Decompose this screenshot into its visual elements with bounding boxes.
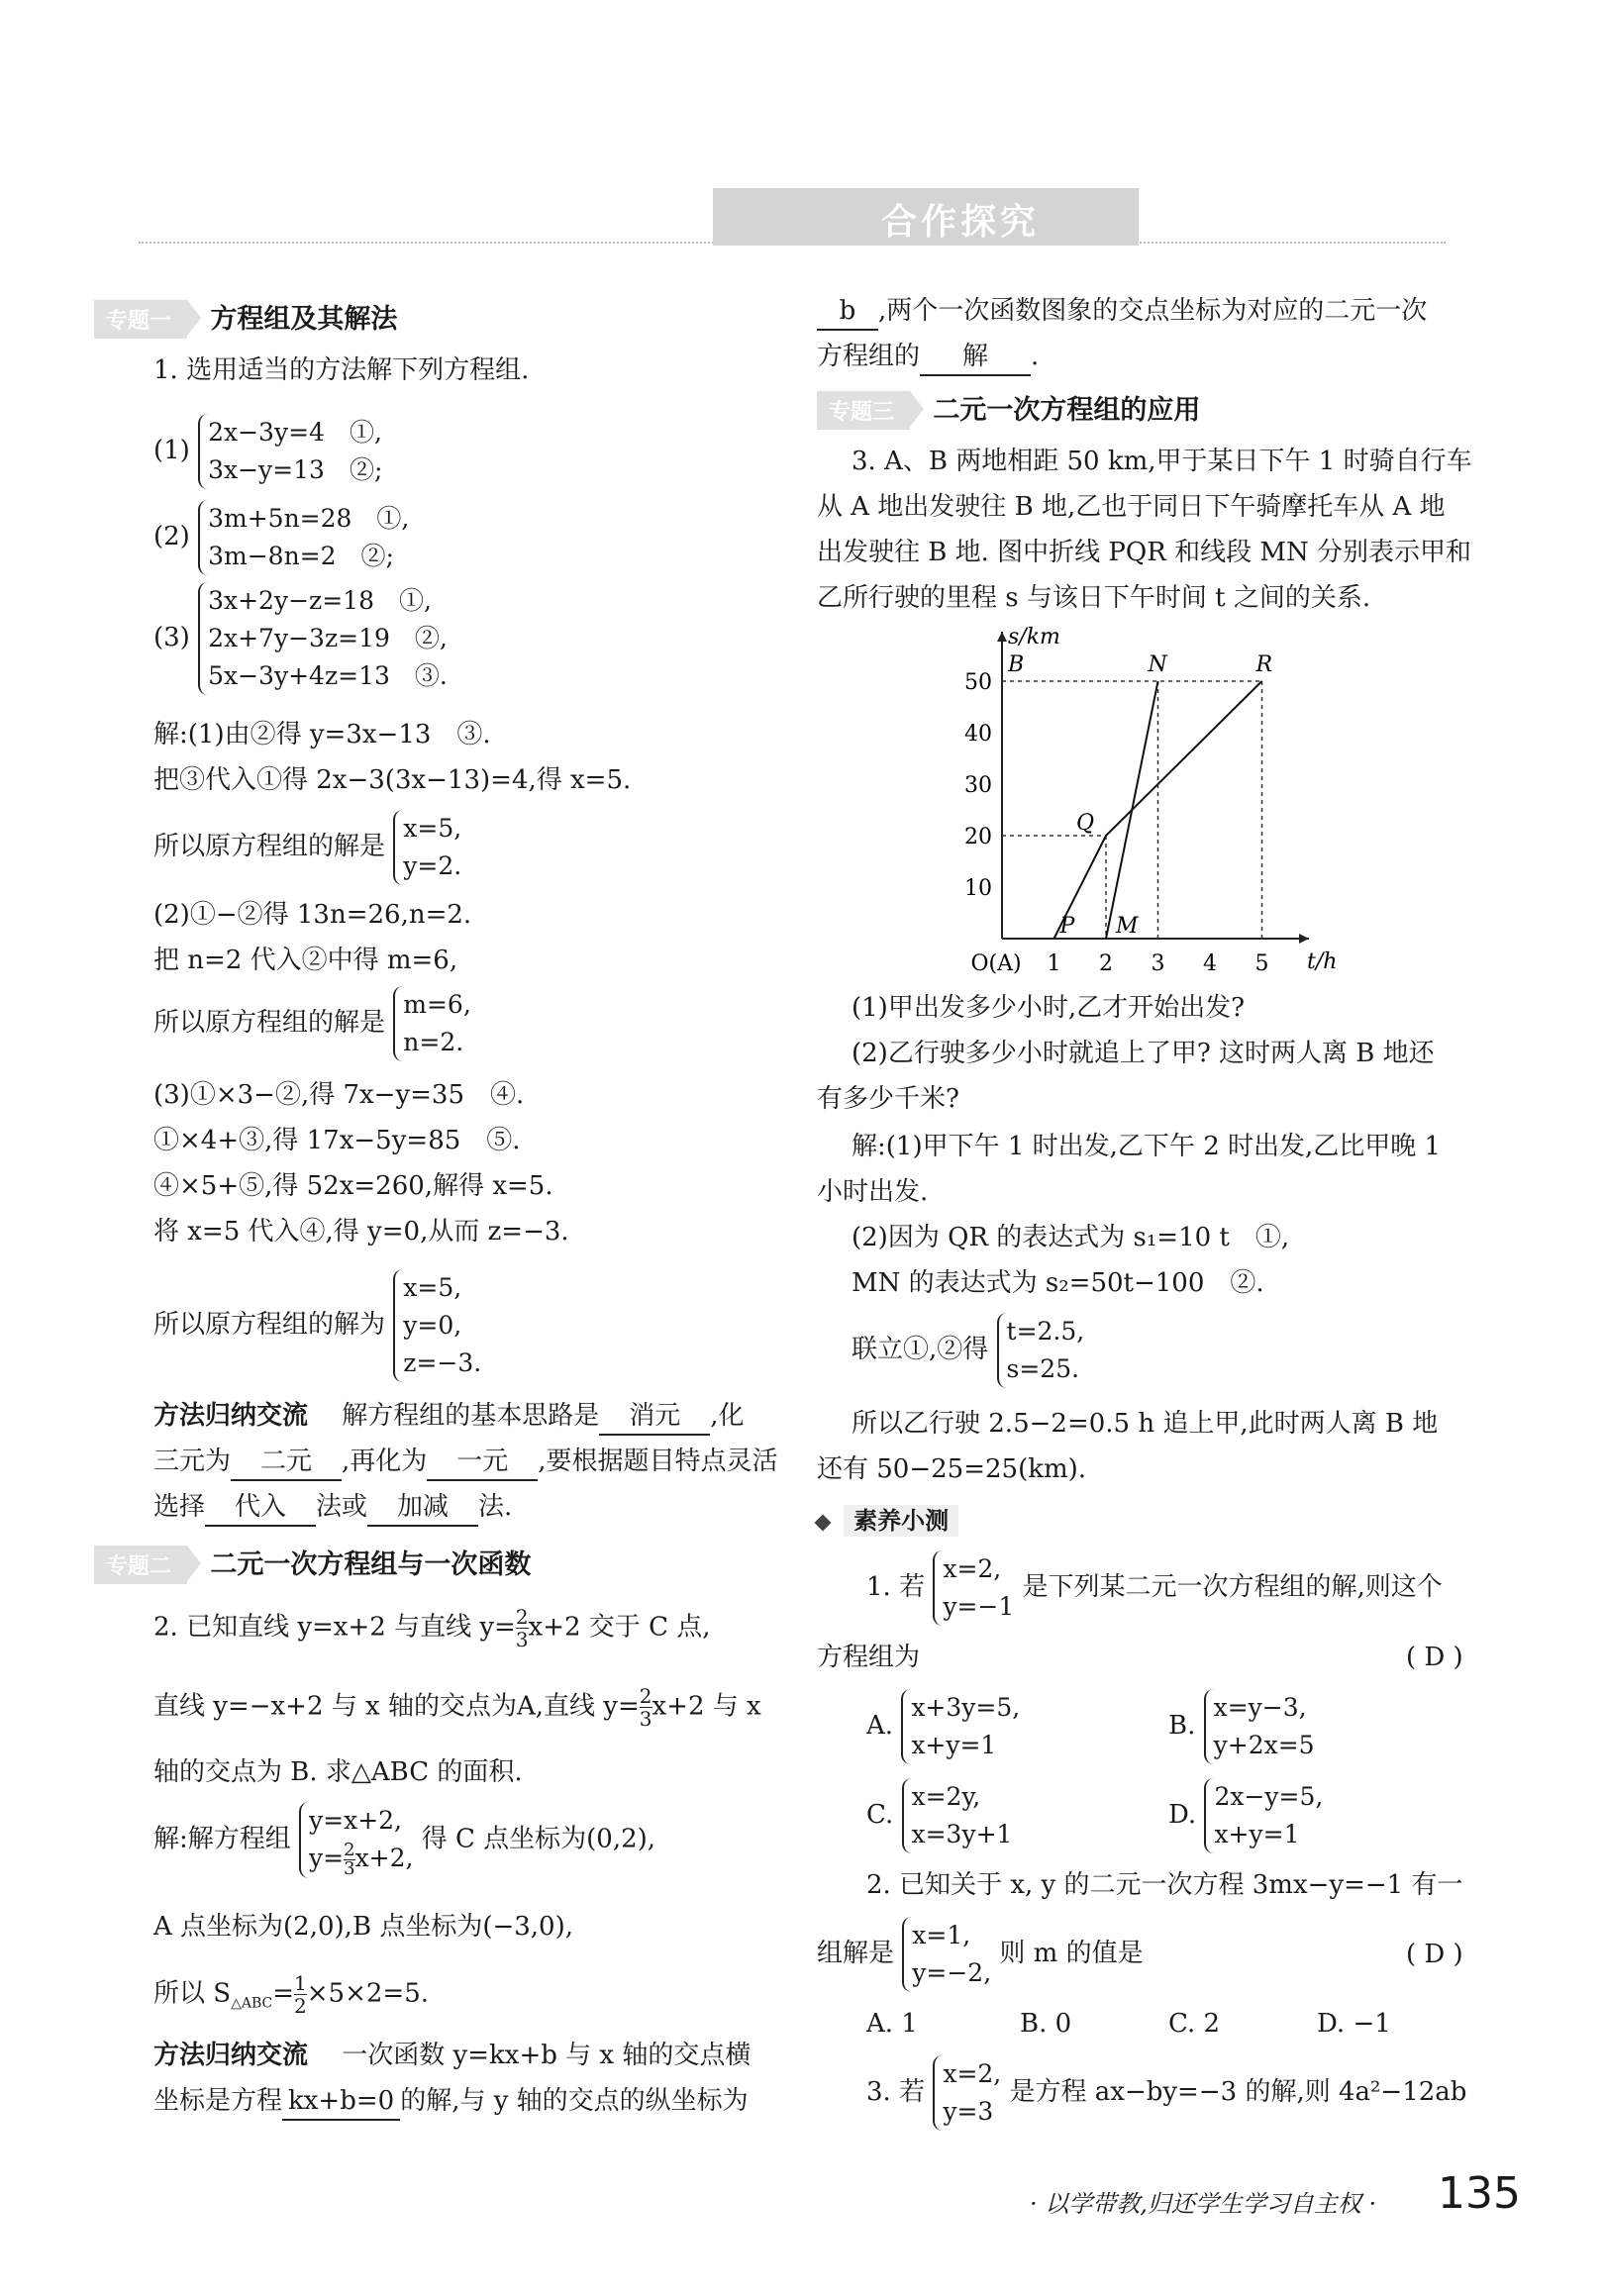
option-c: [866, 1778, 1012, 1853]
system-1-brace: [198, 414, 382, 489]
y-tick-label: 30: [964, 773, 992, 798]
eq-line: x=3y+1: [911, 1820, 1013, 1848]
q-text: 是下列某二元一次方程组的解,则这个: [1022, 1572, 1443, 1602]
point-label: Q: [1076, 811, 1095, 836]
topic1-title: 方程组及其解法: [210, 304, 398, 335]
q3-final: 所以乙行驶 2.5−2=0.5 h 追上甲,此时两人离 B 地: [852, 1409, 1439, 1439]
q2-line-1: [153, 1606, 711, 1650]
eq-line: y=0,: [403, 1311, 462, 1340]
q3-para: 乙所行驶的里程 s 与该日下午时间 t 之间的关系.: [817, 583, 1371, 613]
q2-option: B. 0: [1020, 2009, 1072, 2039]
option-b: [1168, 1689, 1315, 1764]
result-brace: [393, 1269, 481, 1382]
eq-line: x=y−3,: [1213, 1693, 1307, 1722]
option-label: A.: [866, 1711, 894, 1741]
q-brace: [933, 2055, 1001, 2131]
answer-blank: kx+b=0: [282, 2083, 400, 2121]
quiz-q1: [866, 1550, 1443, 1626]
result-1: [153, 810, 461, 885]
option-brace: [902, 1778, 1013, 1853]
quiz-q1b: 方程组为: [817, 1643, 921, 1672]
eq-line: y=−2,: [912, 1958, 992, 1987]
q-text: 是方程 ax−by=−3 的解,则 4a²−12ab: [1009, 2077, 1467, 2107]
topic1-header: [94, 297, 397, 339]
topic2-tag: 专题二: [94, 1546, 187, 1584]
eq-line: t=2.5,: [1006, 1317, 1085, 1346]
fraction-num: 1: [294, 1971, 307, 1995]
fraction-den: 3: [344, 1858, 355, 1879]
solution-line: ①×4+③,得 17x−5y=85 ⑤.: [153, 1126, 521, 1155]
system-1: [153, 414, 382, 489]
answer-blank: 一元: [427, 1444, 538, 1481]
q2-option: C. 2: [1168, 2009, 1221, 2039]
eq-line: y=x+2,: [309, 1806, 403, 1835]
method-text: 一次函数 y=kx+b 与 x 轴的交点横: [342, 2041, 752, 2070]
eq-line: m=6,: [403, 990, 471, 1019]
method-summary-1c: [153, 1489, 512, 1527]
banner-title: 合作探究: [881, 202, 1041, 243]
system-3: [153, 582, 448, 695]
sol-text: ×5×2=5.: [306, 1978, 429, 2009]
x-axis-arrow: [1299, 934, 1309, 944]
fraction-num: 2: [515, 1605, 529, 1629]
q-text: 组解是: [817, 1939, 895, 1968]
eq-line: 2x−y=5,: [1214, 1782, 1324, 1811]
option-d: [1168, 1778, 1323, 1853]
sol-text: =: [272, 1978, 295, 2009]
quiz-q2b: [817, 1917, 1144, 1992]
result-prefix: 所以原方程组的解是: [153, 1008, 386, 1038]
solution-line: (2)①−②得 13n=26,n=2.: [153, 900, 472, 930]
fraction-den: 3: [639, 1707, 652, 1731]
quiz-title: 素养小测: [844, 1505, 958, 1537]
result-brace: [393, 986, 471, 1061]
eq-line: 2x+7y−3z=19 ②,: [208, 624, 448, 652]
eq-line: x=1,: [912, 1921, 971, 1949]
footer-motto: · 以学带教,归还学生学习自主权 ·: [1030, 2190, 1377, 2218]
eq-line: x=5,: [403, 814, 462, 843]
point-label: B: [1008, 652, 1025, 677]
q2-option: D. −1: [1317, 2009, 1391, 2039]
eq-line: y=−1: [943, 1592, 1015, 1621]
eq-line: 3x+2y−z=18 ①,: [208, 586, 432, 615]
x-axis-label: t/h: [1307, 949, 1338, 974]
method-text: 法或: [316, 1492, 368, 1522]
method-summary-2: [153, 2038, 751, 2073]
method-text: 坐标是方程: [153, 2086, 283, 2116]
result-prefix: 所以原方程组的解为: [153, 1310, 386, 1340]
x-tick-label: 3: [1151, 951, 1165, 976]
topic3-tag: 专题三: [817, 391, 910, 430]
eq-part: y=: [309, 1844, 345, 1872]
q2-option: A. 1: [866, 2009, 918, 2039]
solution-line: 把 n=2 代入②中得 m=6,: [153, 946, 458, 975]
option-label: B.: [1168, 1711, 1196, 1741]
q-text: x+2 与 x: [652, 1691, 761, 1722]
answer-blank: 二元: [231, 1444, 342, 1481]
method-text: 三元为: [153, 1447, 232, 1476]
eq-line: x=5,: [403, 1273, 462, 1302]
solution-line: 将 x=5 代入④,得 y=0,从而 z=−3.: [153, 1217, 569, 1247]
page-number: 135: [1438, 2168, 1521, 2219]
topic2-header: [94, 1543, 531, 1584]
quiz-q2-answer: ( D ): [1406, 1940, 1463, 1969]
sol-text: 得 C 点坐标为(0,2),: [421, 1824, 656, 1854]
method-summary-2d: [817, 339, 1039, 376]
method-label: 方法归纳交流: [153, 2041, 309, 2070]
q-text: 1. 若: [866, 1572, 926, 1602]
system-2-label: (2): [153, 522, 190, 551]
quiz-q2: 2. 已知关于 x, y 的二元一次方程 3mx−y=−1 有一: [866, 1870, 1463, 1900]
q3-para: 3. A、B 两地相距 50 km,甲于某日下午 1 时骑自行车: [852, 447, 1472, 476]
q1-prompt: 1. 选用适当的方法解下列方程组.: [153, 355, 530, 385]
answer-blank: b: [817, 293, 878, 331]
eq-line: y=2.: [403, 851, 462, 880]
eq-line: s=25.: [1006, 1354, 1080, 1383]
eq-line: 3m−8n=2 ②;: [208, 542, 394, 570]
x-tick-label: 1: [1047, 951, 1061, 976]
y-tick-label: 20: [964, 825, 992, 849]
method-text: ,要根据题目特点灵活: [538, 1447, 778, 1476]
method-summary-2b: [153, 2083, 749, 2121]
q2-solution: [153, 1802, 655, 1878]
answer-blank: 加减: [367, 1489, 478, 1527]
topic1-tag: 专题一: [94, 300, 187, 339]
eq-line: x=2,: [943, 2059, 1002, 2088]
topic3-header: [817, 388, 1200, 430]
answer-blank: 代入: [205, 1489, 316, 1527]
method-text: ,两个一次函数图象的交点坐标为对应的二元一次: [878, 296, 1428, 326]
q3-question-2b: 有多少千米?: [817, 1084, 959, 1114]
distance-time-chart: [951, 622, 1347, 988]
q3-question-2: (2)乙行驶多少小时就追上了甲? 这时两人离 B 地还: [852, 1039, 1435, 1068]
y-tick-label: 40: [964, 722, 992, 747]
result-3: [153, 1269, 481, 1382]
option-brace: [901, 1689, 1020, 1764]
answer-blank: 解: [920, 339, 1031, 376]
q3-solution: MN 的表达式为 s₂=50t−100 ②.: [852, 1268, 1264, 1298]
fraction-den: 2: [294, 1994, 307, 2018]
eq-part: x+2,: [354, 1844, 414, 1872]
option-label: D.: [1168, 1800, 1197, 1830]
result-brace: [393, 810, 461, 885]
solution-line: ④×5+⑤,得 52x=260,解得 x=5.: [153, 1171, 553, 1201]
fraction-den: 3: [515, 1628, 529, 1651]
eq-line: x=2,: [943, 1554, 1002, 1583]
q2-line-2: [153, 1685, 761, 1730]
q3-para: 从 A 地出发驶往 B 地,乙也于同日下午骑摩托车从 A 地: [817, 492, 1446, 522]
x-tick-label: 5: [1254, 951, 1269, 976]
q-text: 直线 y=−x+2 与 x 轴的交点为A,直线 y=: [153, 1691, 640, 1722]
subscript: △ABC: [231, 1995, 273, 2012]
solution-line: 解:(1)由②得 y=3x−13 ③.: [153, 720, 491, 749]
q3-solution: 解:(1)甲下午 1 时出发,乙下午 2 时出发,乙比甲晚 1: [852, 1132, 1442, 1161]
point-label: R: [1255, 652, 1273, 677]
q3-para: 出发驶往 B 地. 图中折线 PQR 和线段 MN 分别表示甲和: [817, 538, 1471, 567]
system-3-brace: [198, 582, 448, 695]
point-label: P: [1059, 914, 1075, 939]
solution-line: (3)①×3−②,得 7x−y=35 ④.: [153, 1080, 525, 1110]
eq-line: y+2x=5: [1213, 1731, 1315, 1759]
method-summary-1: [153, 1398, 745, 1436]
q-text: x+2 交于 C 点,: [528, 1612, 711, 1643]
eq-line: z=−3.: [403, 1348, 482, 1377]
eq-line: 2x−3y=4 ①,: [208, 418, 382, 447]
system-2: [153, 500, 409, 575]
option-brace: [1204, 1778, 1323, 1853]
q3-solution: (2)因为 QR 的表达式为 s₁=10 t ①,: [852, 1223, 1290, 1252]
quiz-q1-answer: ( D ): [1406, 1643, 1463, 1672]
method-label: 方法归纳交流: [153, 1401, 309, 1431]
system-3-label: (3): [153, 623, 190, 652]
method-text: 解方程组的基本思路是: [342, 1401, 600, 1431]
eq-line: 3m+5n=28 ①,: [208, 504, 410, 533]
fraction: [640, 1685, 652, 1730]
q-text: 3. 若: [866, 2077, 926, 2107]
q2-line-3: 轴的交点为 B. 求△ABC 的面积.: [153, 1757, 523, 1787]
y-axis-arrow: [997, 632, 1007, 642]
quiz-q3: [866, 2055, 1466, 2131]
x-tick-label: 2: [1099, 951, 1113, 976]
solution-line: 把③代入①得 2x−3(3x−13)=4,得 x=5.: [153, 765, 632, 795]
fraction: [516, 1606, 529, 1650]
method-text: ,再化为: [342, 1447, 428, 1476]
series-mn: [1106, 681, 1158, 939]
system-1-label: (1): [153, 436, 190, 465]
method-text: 的解,与 y 轴的交点的纵坐标为: [400, 2086, 749, 2116]
eq-line: x+y=1: [911, 1731, 997, 1759]
q2-solution-2: A 点坐标为(2,0),B 点坐标为(−3,0),: [153, 1912, 573, 1942]
eq-line: [309, 1840, 413, 1878]
topic2-title: 二元一次方程组与一次函数: [210, 1549, 532, 1580]
answer-blank: 消元: [599, 1398, 710, 1436]
sol-text: 所以 S: [153, 1978, 232, 2009]
quiz-header: [817, 1501, 958, 1535]
method-text: .: [1031, 342, 1040, 371]
point-label: N: [1148, 652, 1167, 677]
sol-brace: [299, 1802, 413, 1878]
method-text: 方程组的: [817, 342, 921, 371]
diamond-icon: [815, 1515, 832, 1532]
eq-line: n=2.: [403, 1028, 464, 1056]
fraction-num: 2: [639, 1684, 652, 1708]
sol-brace: [997, 1313, 1085, 1388]
q-brace: [933, 1550, 1014, 1626]
fraction: [294, 1972, 307, 2017]
q3-join: [852, 1313, 1084, 1388]
banner: [139, 188, 1446, 248]
y-tick-label: 10: [964, 876, 992, 901]
option-brace: [1204, 1689, 1315, 1764]
option-a: [866, 1689, 1020, 1764]
q-text: 则 m 的值是: [999, 1939, 1144, 1968]
sol-text: 联立①,②得: [852, 1335, 989, 1364]
q3-final: 还有 50−25=25(km).: [817, 1454, 1087, 1484]
method-text: 法.: [478, 1492, 513, 1522]
x-tick-label: 4: [1203, 951, 1217, 976]
q-text: 2. 已知直线 y=x+2 与直线 y=: [153, 1612, 516, 1643]
method-text: 选择: [153, 1492, 206, 1522]
q2-solution-3: [153, 1972, 429, 2022]
method-summary-2c: [817, 293, 1427, 331]
sol-text: 解:解方程组: [153, 1824, 291, 1854]
eq-line: x+3y=5,: [911, 1693, 1021, 1722]
result-prefix: 所以原方程组的解是: [153, 832, 386, 861]
q3-question-1: (1)甲出发多少小时,乙才开始出发?: [852, 993, 1246, 1023]
eq-line: 3x−y=13 ②;: [208, 455, 383, 484]
fraction-num: 2: [344, 1840, 355, 1860]
method-summary-1b: [153, 1444, 778, 1481]
option-label: C.: [866, 1800, 894, 1830]
eq-line: x+y=1: [1214, 1820, 1300, 1848]
topic3-title: 二元一次方程组的应用: [933, 395, 1201, 426]
q3-solution: 小时出发.: [817, 1177, 929, 1207]
eq-line: x=2y,: [911, 1782, 981, 1811]
eq-line: y=3: [943, 2097, 994, 2126]
y-axis-label: s/km: [1008, 625, 1060, 649]
q-brace: [902, 1917, 991, 1992]
origin-label: O(A): [970, 951, 1022, 976]
system-2-brace: [198, 500, 409, 575]
method-text: ,化: [710, 1401, 745, 1431]
eq-line: 5x−3y+4z=13 ③.: [208, 661, 448, 690]
y-tick-label: 50: [964, 670, 992, 695]
result-2: [153, 986, 471, 1061]
fraction: [344, 1842, 354, 1878]
point-label: M: [1116, 914, 1139, 939]
